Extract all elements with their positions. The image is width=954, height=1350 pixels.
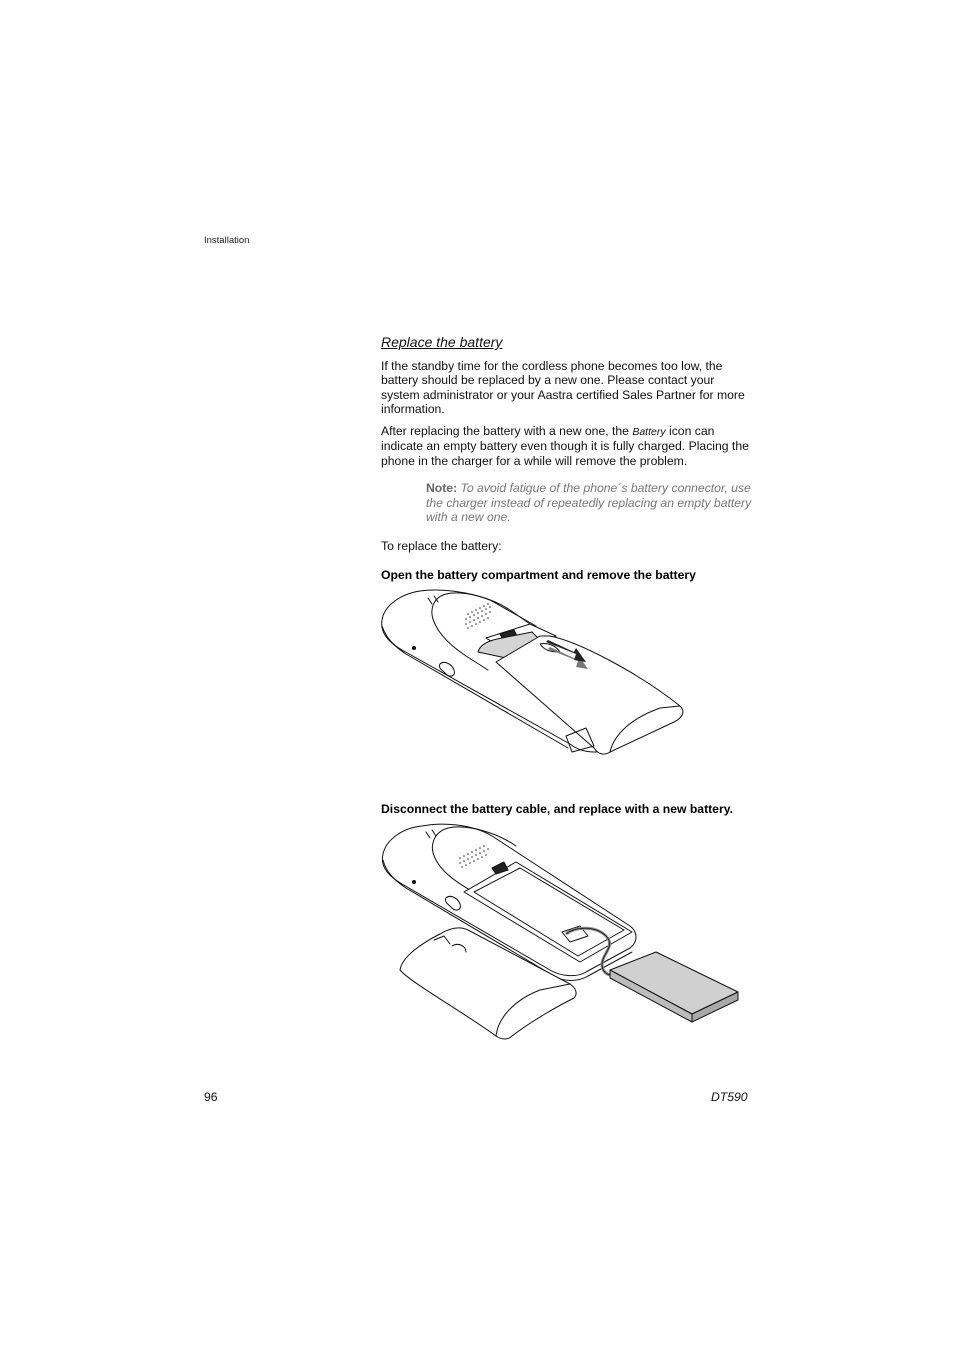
section-label: Installation xyxy=(204,235,250,246)
note-text: To avoid fatigue of the phone´s battery connector, use the charger instead of repeatedly replacing an empty battery with a new one. xyxy=(426,481,752,525)
document-code: DT590 xyxy=(711,1090,748,1104)
paragraph-text: icon can indicate an empty battery even though it is fully charged. Placing the phone in the charger for a while will remove the problem. xyxy=(381,424,749,468)
intro-text: To replace the battery: xyxy=(381,539,502,553)
battery-icon xyxy=(610,952,738,1022)
paragraph-text: After replacing the battery with a new one, the xyxy=(381,424,633,438)
figure-open-compartment xyxy=(380,586,690,758)
figure-replace-battery xyxy=(380,822,742,1044)
page-number: 96 xyxy=(204,1090,218,1104)
paragraph-battery-icon xyxy=(381,424,753,468)
section-title: Replace the battery xyxy=(381,334,503,350)
paragraph-standby: If the standby time for the cordless phone becomes too low, the battery should be replaced by a new one. Please contact your system administrator or your Aastra certified Sales Partner for more information. xyxy=(381,359,745,417)
note-label: Note: xyxy=(426,481,458,495)
step-open-compartment: Open the battery compartment and remove the battery xyxy=(381,568,696,582)
battery-icon-name: Battery xyxy=(632,426,666,438)
step-replace-battery: Disconnect the battery cable, and replace with a new battery. xyxy=(381,802,733,816)
note-block xyxy=(426,481,756,525)
